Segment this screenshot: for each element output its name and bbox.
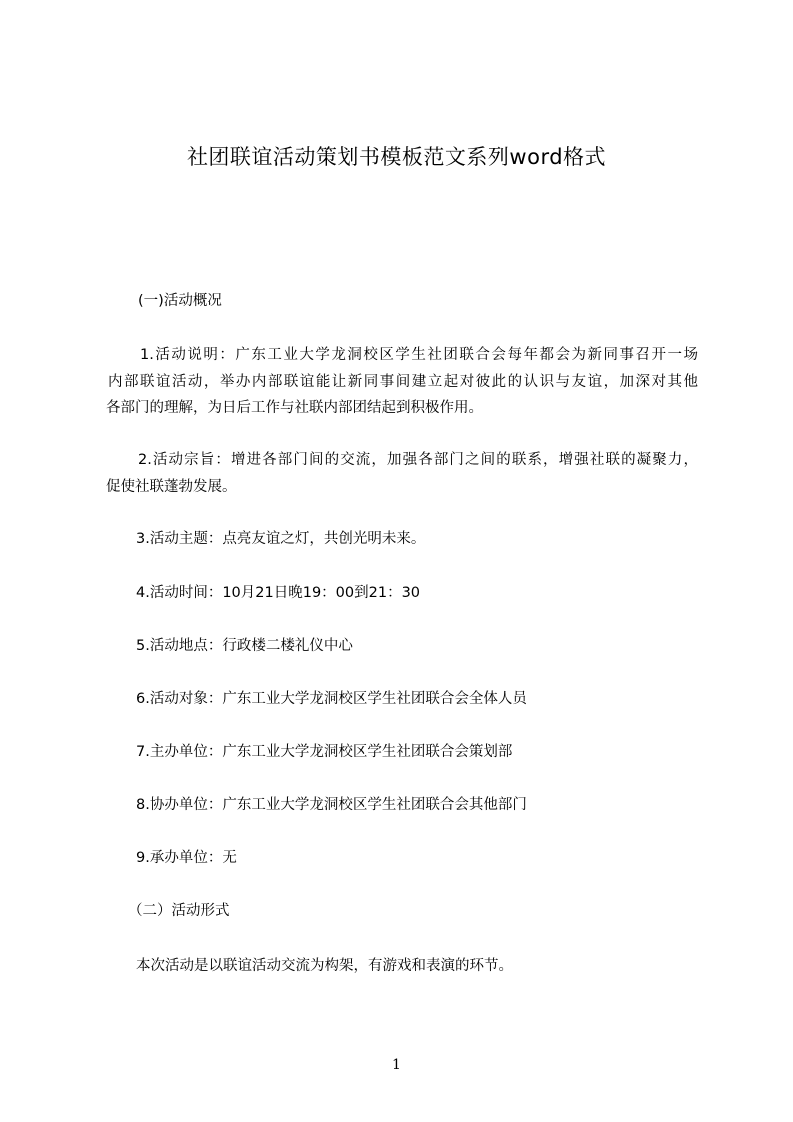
item1-line-2: 内部联谊活动，举办内部联谊能让新同事间建立起对彼此的认识与友谊，加深对其他 [108,373,698,390]
page-number: 1 [392,1057,401,1073]
document-title: 社团联谊活动策划书模板范文系列word格式 [186,145,607,169]
item3-paragraph: 3.活动主题：点亮友谊之灯，共创光明未来。 [136,531,426,547]
item1-line-3: 各部门的理解，为日后工作与社联内部团结起到积极作用。 [106,400,483,416]
item4-paragraph: 4.活动时间：10月21日晚19：00到21：30 [136,585,421,601]
section1-heading: (一)活动概况 [138,293,222,309]
item8-paragraph: 8.协办单位：广东工业大学龙洞校区学生社团联合会其他部门 [136,797,527,813]
item5-paragraph: 5.活动地点：行政楼二楼礼仪中心 [136,638,353,654]
item9-paragraph: 9.承办单位：无 [136,850,237,866]
item1-line-1: 1.活动说明：广东工业大学龙洞校区学生社团联合会每年都会为新同事召开一场 [140,347,698,363]
section2-heading: （二）活动形式 [128,903,230,919]
item1-paragraph [106,342,698,422]
item2-line-1: 2.活动宗旨：增进各部门间的交流，加强各部门之间的联系，增强社联的凝聚力， [138,452,698,468]
item7-paragraph: 7.主办单位：广东工业大学龙洞校区学生社团联合会策划部 [136,744,513,760]
item2-paragraph [106,447,698,500]
item6-paragraph: 6.活动对象：广东工业大学龙洞校区学生社团联合会全体人员 [136,691,527,707]
section2-body: 本次活动是以联谊活动交流为构架，有游戏和表演的环节。 [136,958,513,974]
item2-line-2: 促使社联蓬勃发展。 [106,478,237,495]
